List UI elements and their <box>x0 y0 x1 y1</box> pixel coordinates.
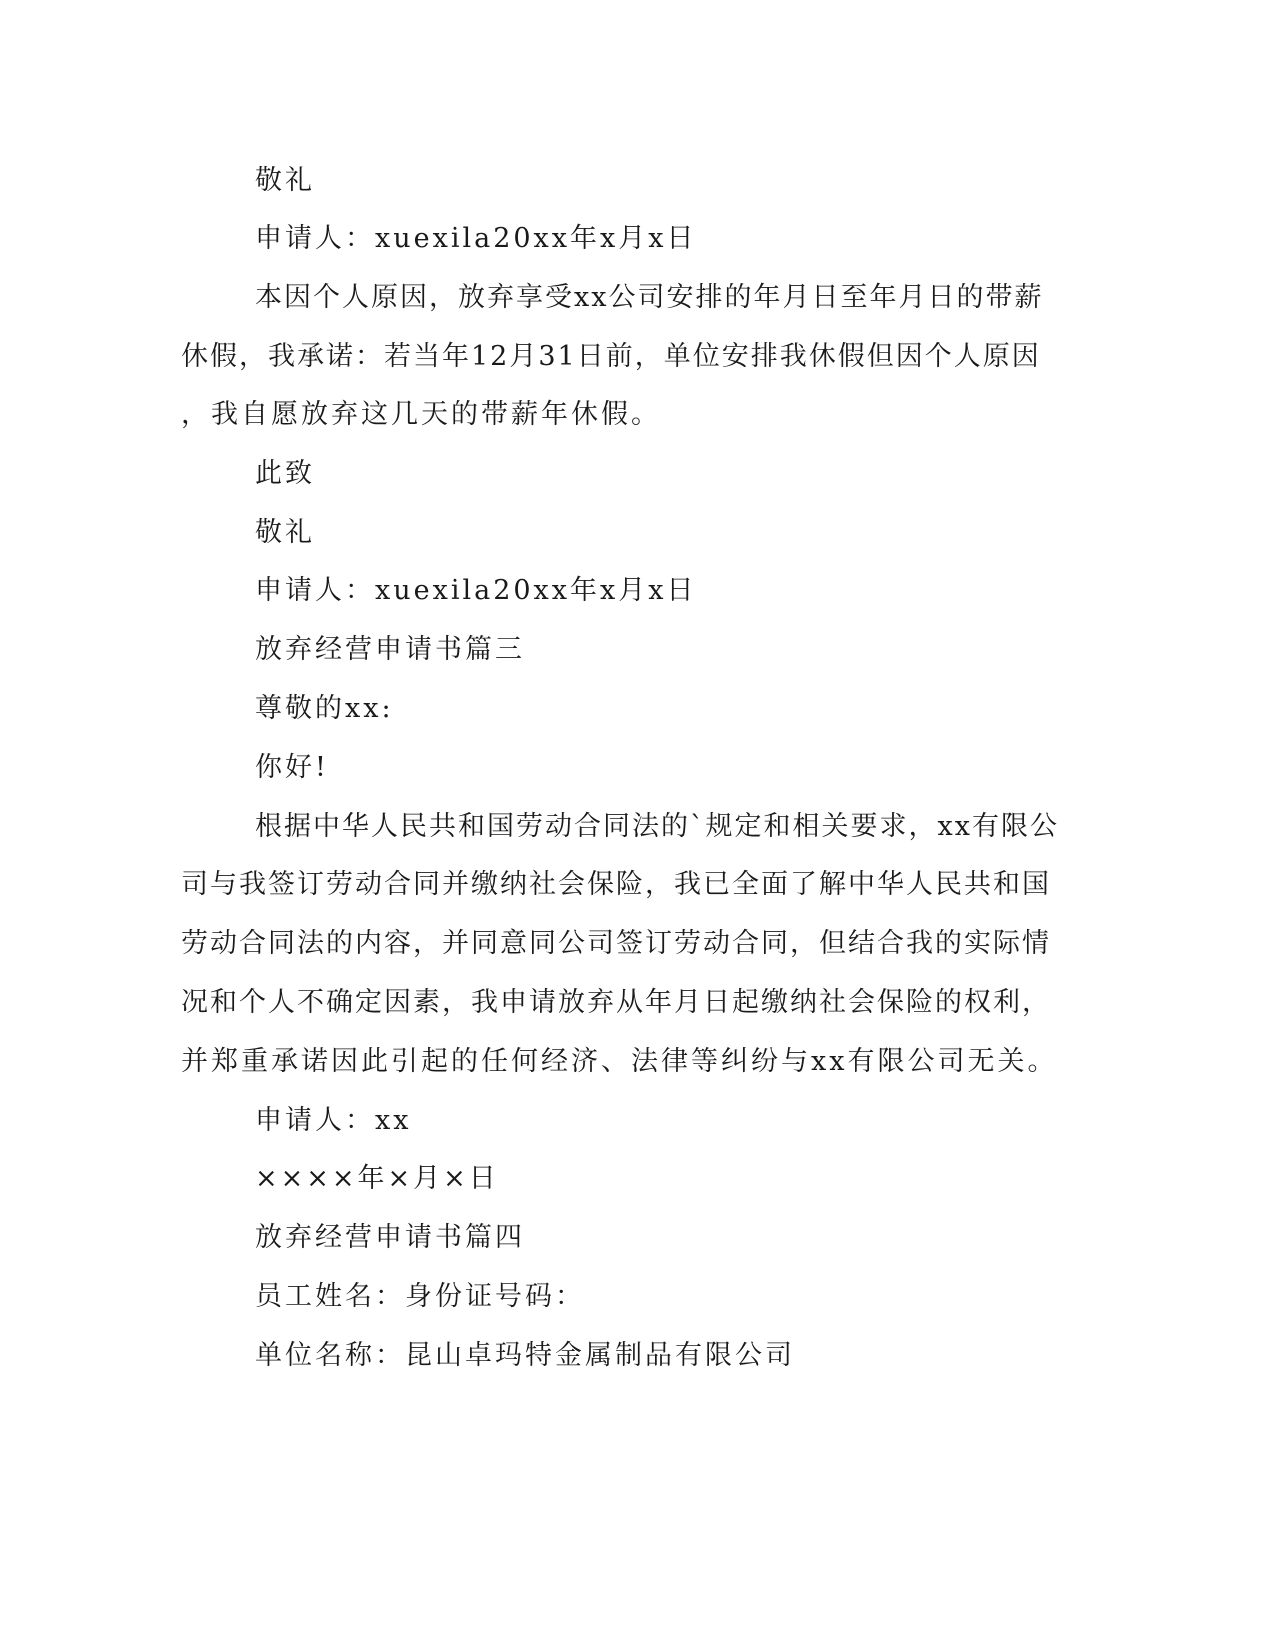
paragraph-line: ，我自愿放弃这几天的带薪年休假。 <box>181 399 661 430</box>
section-heading: 放弃经营申请书篇三 <box>255 634 525 665</box>
letter-greeting: 你好! <box>255 752 329 783</box>
paragraph-line: 根据中华人民共和国劳动合同法的`规定和相关要求，xx有限公 <box>255 811 1059 842</box>
paragraph-line: 况和个人不确定因素，我申请放弃从年月日起缴纳社会保险的权利， <box>181 987 1051 1018</box>
paragraph-line: 劳动合同法的内容，并同意同公司签订劳动合同，但结合我的实际情 <box>181 928 1051 959</box>
closing-salutation: 敬礼 <box>255 165 315 196</box>
paragraph-line: 并郑重承诺因此引起的任何经济、法律等纠纷与xx有限公司无关。 <box>181 1046 1058 1077</box>
company-name-line: 单位名称：昆山卓玛特金属制品有限公司 <box>255 1340 795 1371</box>
applicant-signature-line: 申请人：xuexila20xx年x月x日 <box>255 223 697 254</box>
date-line: ××××年×月×日 <box>255 1163 499 1194</box>
paragraph-line: 司与我签订劳动合同并缴纳社会保险，我已全面了解中华人民共和国 <box>181 869 1051 900</box>
paragraph-line: 本因个人原因，放弃享受xx公司安排的年月日至年月日的带薪 <box>255 282 1044 313</box>
paragraph-line: 休假，我承诺：若当年12月31日前，单位安排我休假但因个人原因 <box>181 341 1041 372</box>
applicant-line: 申请人：xx <box>255 1105 412 1136</box>
section-heading: 放弃经营申请书篇四 <box>255 1222 525 1253</box>
closing-opening: 此致 <box>255 458 315 489</box>
applicant-signature-line: 申请人：xuexila20xx年x月x日 <box>255 575 697 606</box>
employee-info-line: 员工姓名：身份证号码： <box>255 1281 585 1312</box>
letter-addressee: 尊敬的xx: <box>255 693 394 724</box>
closing-salutation: 敬礼 <box>255 517 315 548</box>
